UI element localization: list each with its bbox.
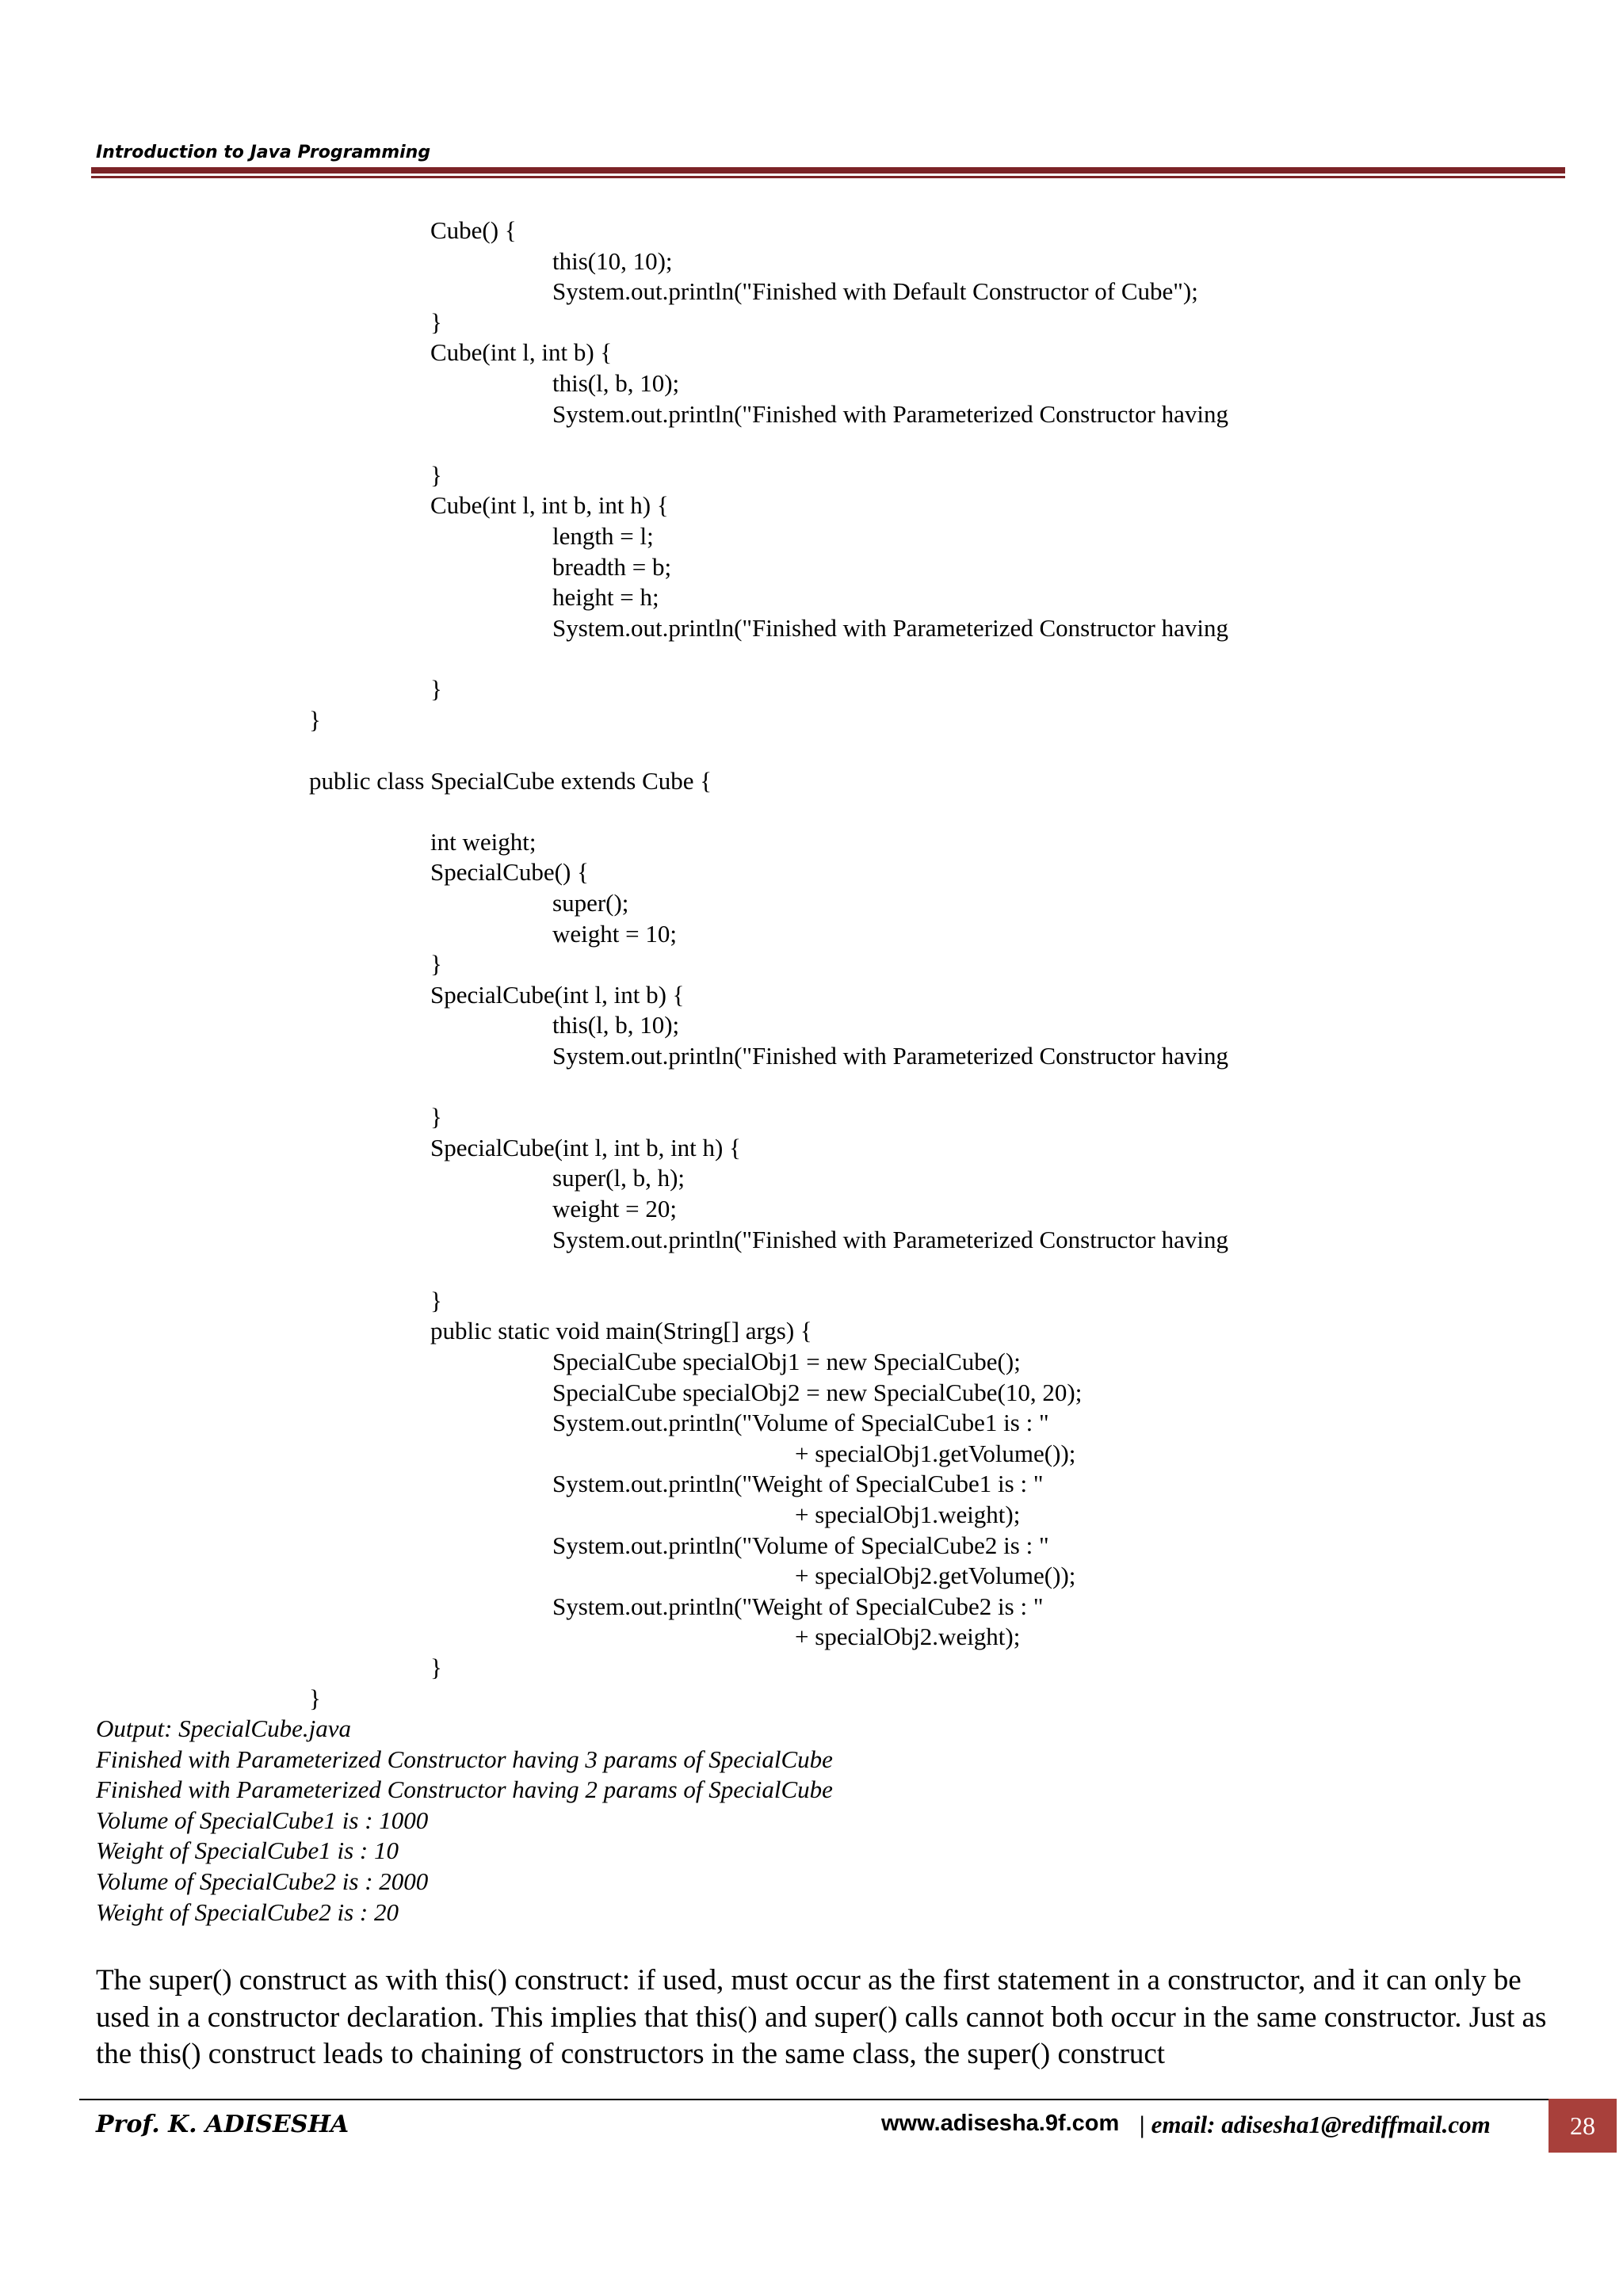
- code-line-text: Cube() {: [430, 216, 517, 244]
- code-line-text: System.out.println("Finished with Parameterized Constructor having: [552, 399, 1228, 428]
- code-line-text: super();: [552, 889, 629, 917]
- header-rule-thin: [91, 176, 1565, 178]
- running-header-title: Introduction to Java Programming: [96, 143, 431, 162]
- code-line-text: System.out.println("Finished with Parameterized Constructor having: [552, 1225, 1228, 1253]
- code-line-text: System.out.println("Weight of SpecialCube1 is : ": [552, 1470, 1044, 1498]
- code-line-text: }: [430, 1286, 442, 1314]
- output-line: Finished with Parameterized Constructor having 2 params of SpecialCube: [96, 1775, 833, 1804]
- code-line-text: SpecialCube(int l, int b) {: [430, 980, 685, 1009]
- footer-rule: [79, 2099, 1550, 2100]
- code-line-text: weight = 20;: [552, 1195, 677, 1222]
- code-line-text: SpecialCube specialObj2 = new SpecialCube(10, 20);: [552, 1378, 1083, 1406]
- code-line-text: }: [430, 307, 442, 336]
- footer-email: | email: adisesha1@rediffmail.com: [1140, 2111, 1491, 2138]
- code-line-text: System.out.println("Volume of SpecialCube1 is : ": [552, 1409, 1049, 1437]
- code-line-text: + specialObj1.getVolume());: [795, 1439, 1076, 1467]
- code-line-text: + specialObj2.weight);: [795, 1623, 1021, 1651]
- code-line-text: System.out.println("Finished with Default Constructor of Cube");: [552, 277, 1198, 306]
- output-line: Weight of SpecialCube2 is : 20: [96, 1897, 399, 1926]
- body-paragraph: The super() construct as with this() construct: if used, must occur as the first statement in a constructor, and it can only be used in a constructor declaration. This implies that this() and super() calls cannot both occur in the same constructor. Just as the this() construct leads to chaining of constructors in the same class, the super() construct: [96, 1964, 1547, 2070]
- code-line-text: + specialObj2.getVolume());: [795, 1562, 1076, 1590]
- code-line-text: }: [430, 1653, 442, 1681]
- code-line-text: public static void main(String[] args) {: [430, 1317, 812, 1345]
- code-line-text: System.out.println("Finished with Parameterized Constructor having: [552, 1042, 1228, 1070]
- code-line-text: + specialObj1.weight);: [795, 1500, 1021, 1528]
- code-line-text: }: [309, 1684, 321, 1712]
- code-line-text: public class SpecialCube extends Cube {: [309, 766, 712, 795]
- footer-website: www.adisesha.9f.com: [881, 2111, 1120, 2136]
- code-line-text: weight = 10;: [552, 919, 677, 948]
- output-block: [96, 1714, 833, 1928]
- footer-author: Prof. K. ADISESHA: [96, 2111, 349, 2138]
- code-line-text: Cube(int l, int b) {: [430, 338, 613, 367]
- code-line-text: }: [430, 674, 442, 703]
- page-number-badge: [1549, 2099, 1617, 2153]
- output-line: Volume of SpecialCube2 is : 2000: [96, 1867, 429, 1895]
- output-line: Finished with Parameterized Constructor having 3 params of SpecialCube: [96, 1745, 833, 1773]
- code-line-text: this(l, b, 10);: [552, 368, 680, 397]
- code-line-text: System.out.println("Weight of SpecialCube2 is : ": [552, 1592, 1044, 1620]
- code-line-text: SpecialCube specialObj1 = new SpecialCube();: [552, 1347, 1021, 1375]
- output-line: Volume of SpecialCube1 is : 1000: [96, 1806, 429, 1834]
- page-number: 28: [1570, 2111, 1595, 2140]
- code-line-text: height = h;: [552, 583, 659, 612]
- code-line-text: }: [430, 950, 442, 978]
- output-line: Weight of SpecialCube1 is : 10: [96, 1836, 399, 1865]
- code-line-text: super(l, b, h);: [552, 1164, 685, 1192]
- header-rule: [91, 167, 1565, 174]
- code-line-text: Cube(int l, int b, int h) {: [430, 491, 669, 520]
- code-line-text: System.out.println("Volume of SpecialCube2 is : ": [552, 1531, 1049, 1559]
- code-line-text: length = l;: [552, 521, 654, 550]
- code-line-text: }: [430, 460, 442, 489]
- code-line-text: }: [309, 705, 321, 734]
- code-line-text: SpecialCube(int l, int b, int h) {: [430, 1133, 741, 1161]
- code-line-text: }: [430, 1103, 442, 1131]
- code-line-text: this(l, b, 10);: [552, 1011, 680, 1039]
- code-line-text: SpecialCube() {: [430, 858, 589, 887]
- code-line-text: System.out.println("Finished with Parameterized Constructor having: [552, 613, 1228, 642]
- output-heading: Output: SpecialCube.java: [96, 1714, 351, 1742]
- code-line-text: this(10, 10);: [552, 246, 673, 275]
- code-line-text: breadth = b;: [552, 552, 672, 581]
- code-line-text: int weight;: [430, 827, 537, 856]
